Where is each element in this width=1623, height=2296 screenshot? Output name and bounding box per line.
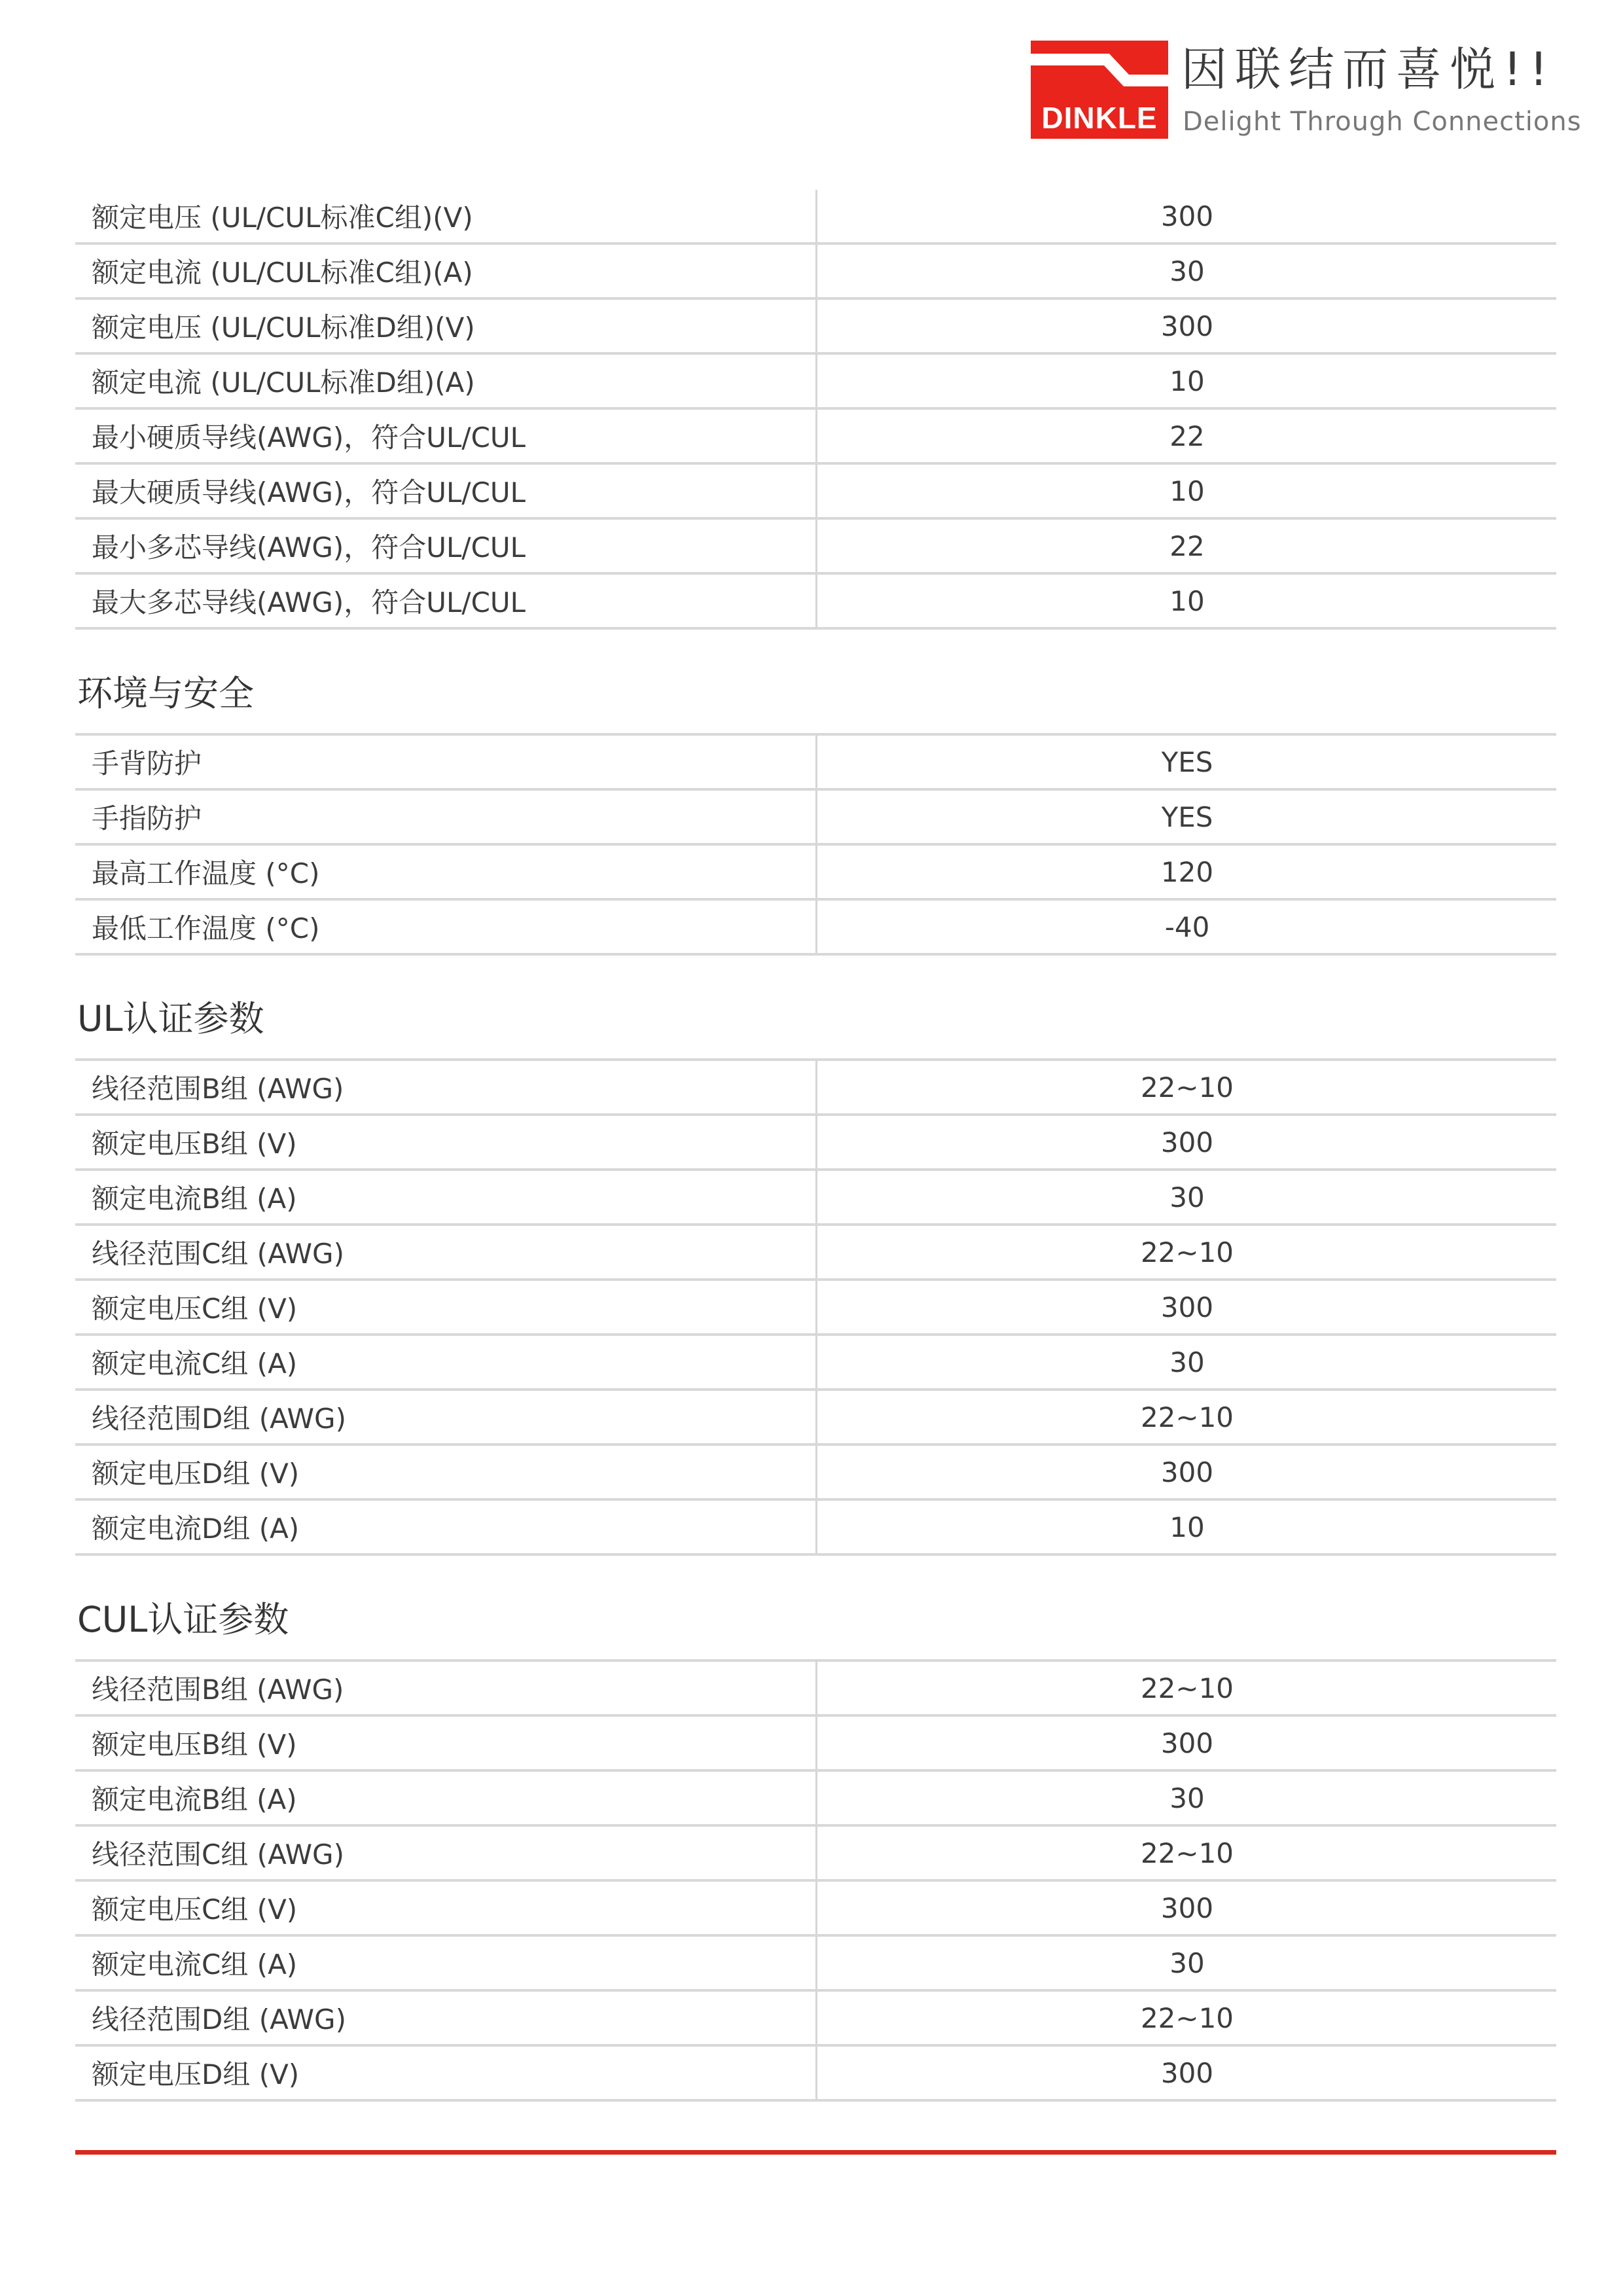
row-value: 300 — [1160, 2056, 1214, 2089]
row-label: 额定电流 (UL/CUL标准C组)(A) — [92, 257, 473, 289]
row-value: 300 — [1160, 1291, 1214, 1323]
section-heading-ul: UL认证参数 — [77, 998, 264, 1039]
table-row — [75, 1171, 1556, 1226]
brand-slogan: 因联结而喜悦!! — [1181, 43, 1556, 96]
table-row — [75, 190, 1556, 245]
row-label: 额定电压B组 (V) — [92, 1128, 297, 1160]
row-label: 手指防护 — [92, 802, 202, 834]
row-value: 300 — [1160, 1126, 1214, 1158]
environment-safety-table — [75, 733, 1556, 956]
row-label: 额定电流C组 (A) — [92, 1948, 298, 1981]
table-row — [75, 1992, 1556, 2047]
section-heading-cul: CUL认证参数 — [77, 1599, 289, 1640]
row-value: 10 — [1169, 1511, 1205, 1543]
row-value: 10 — [1169, 365, 1205, 397]
row-label: 最低工作温度 (°C) — [92, 912, 320, 944]
row-label: 最小硬质导线(AWG)，符合UL/CUL — [92, 422, 526, 454]
table-row — [75, 1501, 1556, 1556]
row-value: 120 — [1160, 855, 1214, 888]
table-row — [75, 1446, 1556, 1501]
table-row — [75, 1937, 1556, 1992]
table-row — [75, 1882, 1556, 1937]
table-row — [75, 1717, 1556, 1772]
row-value: 300 — [1160, 310, 1214, 342]
row-value: 30 — [1169, 255, 1205, 287]
table-row — [75, 410, 1556, 465]
row-value: -40 — [1164, 910, 1210, 943]
row-value: 30 — [1169, 1782, 1205, 1814]
row-label: 额定电流B组 (A) — [92, 1784, 297, 1816]
ratings-table — [75, 190, 1556, 630]
row-value: 10 — [1169, 475, 1205, 507]
row-label: 线径范围D组 (AWG) — [92, 1403, 346, 1435]
row-label: 额定电流 (UL/CUL标准D组)(A) — [92, 367, 475, 399]
table-row — [75, 733, 1556, 791]
row-value: 10 — [1169, 584, 1205, 617]
row-value: YES — [1161, 800, 1213, 833]
row-value: 22 — [1169, 420, 1205, 452]
table-row — [75, 2047, 1556, 2102]
table-row — [75, 465, 1556, 520]
row-value: 22~10 — [1140, 1071, 1234, 1103]
table-row — [75, 846, 1556, 901]
row-label: 额定电压 (UL/CUL标准D组)(V) — [92, 312, 475, 344]
table-row — [75, 1827, 1556, 1882]
section-heading-environment: 环境与安全 — [77, 673, 254, 714]
table-row — [75, 575, 1556, 630]
table-row — [75, 520, 1556, 575]
row-label: 线径范围C组 (AWG) — [92, 1238, 344, 1270]
cul-certification-table — [75, 1659, 1556, 2102]
table-row — [75, 245, 1556, 300]
table-row — [75, 300, 1556, 355]
row-label: 最大多芯导线(AWG)，符合UL/CUL — [92, 586, 526, 619]
row-value: 22~10 — [1140, 1837, 1234, 1869]
row-value: 22 — [1169, 529, 1205, 562]
table-row — [75, 1772, 1556, 1827]
row-label: 额定电流D组 (A) — [92, 1513, 300, 1545]
row-label: 额定电流C组 (A) — [92, 1348, 298, 1380]
row-value: 22~10 — [1140, 2001, 1234, 2034]
footer-divider — [75, 2150, 1556, 2155]
table-row — [75, 1281, 1556, 1336]
row-value: 300 — [1160, 1892, 1214, 1924]
row-value: YES — [1161, 745, 1213, 778]
row-label: 额定电压 (UL/CUL标准C组)(V) — [92, 202, 473, 234]
table-row — [75, 355, 1556, 410]
table-row — [75, 1336, 1556, 1391]
row-label: 额定电压C组 (V) — [92, 1893, 298, 1926]
table-row — [75, 1116, 1556, 1171]
row-label: 最小多芯导线(AWG)，符合UL/CUL — [92, 531, 526, 564]
table-row — [75, 1391, 1556, 1446]
row-label: 最大硬质导线(AWG)，符合UL/CUL — [92, 476, 526, 509]
row-label: 额定电压D组 (V) — [92, 2058, 300, 2090]
row-label: 额定电压C组 (V) — [92, 1293, 298, 1325]
table-row — [75, 791, 1556, 846]
row-value: 300 — [1160, 1727, 1214, 1759]
brand-tagline: Delight Through Connections — [1183, 107, 1582, 137]
row-value: 300 — [1160, 200, 1214, 232]
row-label: 线径范围D组 (AWG) — [92, 2003, 346, 2036]
brand-name: DINKLE — [1041, 101, 1158, 135]
table-row — [75, 1058, 1556, 1116]
row-value: 22~10 — [1140, 1401, 1234, 1433]
table-row — [75, 1659, 1556, 1717]
table-row — [75, 901, 1556, 956]
row-label: 额定电压B组 (V) — [92, 1729, 297, 1761]
row-label: 线径范围B组 (AWG) — [92, 1073, 344, 1105]
ul-certification-table — [75, 1058, 1556, 1556]
row-value: 30 — [1169, 1346, 1205, 1378]
row-label: 手背防护 — [92, 747, 202, 780]
row-label: 额定电流B组 (A) — [92, 1183, 297, 1215]
row-value: 22~10 — [1140, 1672, 1234, 1704]
row-value: 30 — [1169, 1181, 1205, 1213]
table-row — [75, 1226, 1556, 1281]
row-label: 最高工作温度 (°C) — [92, 857, 320, 889]
row-value: 22~10 — [1140, 1236, 1234, 1268]
row-value: 30 — [1169, 1946, 1205, 1979]
row-label: 额定电压D组 (V) — [92, 1458, 300, 1490]
row-label: 线径范围C组 (AWG) — [92, 1839, 344, 1871]
row-value: 300 — [1160, 1456, 1214, 1488]
row-label: 线径范围B组 (AWG) — [92, 1674, 344, 1706]
